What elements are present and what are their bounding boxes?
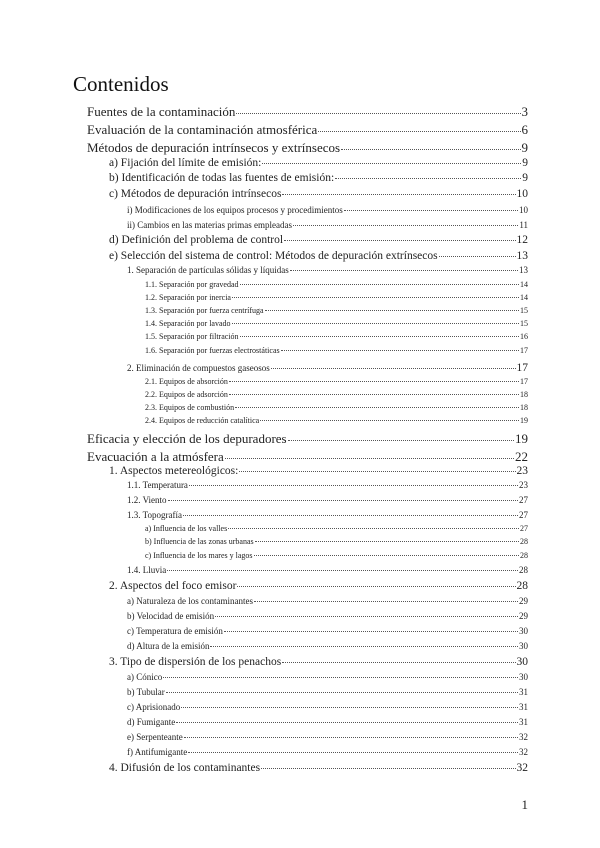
toc-entry-page: 22: [515, 449, 528, 464]
page-title: Contenidos: [73, 72, 169, 96]
toc-entry-title: 1.6. Separación por fuerzas electrostáticas: [145, 346, 280, 355]
toc-entry[interactable]: [109, 172, 528, 184]
dot-leader: [176, 722, 518, 723]
toc-entry[interactable]: [127, 687, 528, 697]
toc-entry-page: 29: [519, 611, 528, 621]
dot-leader: [181, 707, 518, 708]
toc-entry-page: 15: [520, 319, 528, 328]
dot-leader: [224, 631, 518, 632]
dot-leader: [255, 541, 519, 542]
dot-leader: [290, 270, 518, 271]
dot-leader: [225, 458, 514, 459]
toc-entry[interactable]: [145, 537, 528, 546]
toc-entry[interactable]: [145, 416, 528, 425]
toc-entry[interactable]: [109, 250, 528, 262]
dot-leader: [240, 336, 519, 337]
dot-leader: [239, 471, 515, 472]
toc-entry[interactable]: [145, 319, 528, 328]
toc-entry-page: 32: [519, 732, 528, 742]
dot-leader: [229, 381, 519, 382]
toc-entry[interactable]: [127, 510, 528, 520]
toc-entry-page: 29: [519, 596, 528, 606]
dot-leader: [228, 528, 519, 529]
toc-entry-title: 1.3. Separación por fuerza centrífuga: [145, 306, 264, 315]
dot-leader: [232, 297, 519, 298]
toc-entry-title: Métodos de depuración intrínsecos y extrínsecos: [87, 140, 341, 155]
toc-entry-title: 2.3. Equipos de combustión: [145, 403, 235, 412]
dot-leader: [344, 210, 518, 211]
toc-entry-page: 28: [520, 551, 528, 560]
dot-leader: [281, 350, 519, 351]
toc-entry[interactable]: [109, 465, 528, 477]
toc-entry[interactable]: [145, 280, 528, 289]
toc-entry[interactable]: [127, 717, 528, 727]
dot-leader: [232, 323, 519, 324]
toc-entry-title: 1.1. Separación por gravedad: [145, 280, 239, 289]
toc-entry-title: 2.2. Equipos de adsorción: [145, 390, 228, 399]
dot-leader: [188, 752, 518, 753]
toc-entry[interactable]: [145, 306, 528, 315]
dot-leader: [189, 485, 518, 486]
toc-entry[interactable]: [127, 732, 528, 742]
toc-entry[interactable]: [145, 524, 528, 533]
toc-entry-title: 1.4. Separación por lavado: [145, 319, 231, 328]
toc-entry-page: 23: [516, 465, 528, 477]
toc-entry-page: 30: [519, 641, 528, 651]
dot-leader: [163, 677, 518, 678]
toc-entry-page: 10: [519, 205, 528, 215]
toc-entry-title: d) Definición del problema de control: [109, 234, 284, 246]
toc-entry-page: 19: [520, 416, 528, 425]
toc-entry-title: a) Cónico: [127, 672, 163, 682]
toc-entry[interactable]: [109, 656, 528, 668]
dot-leader: [262, 163, 521, 164]
toc-entry[interactable]: [87, 104, 528, 120]
dot-leader: [265, 310, 519, 311]
toc-entry[interactable]: [87, 122, 528, 138]
toc-entry-page: 30: [519, 626, 528, 636]
toc-entry[interactable]: [127, 480, 528, 490]
dot-leader: [235, 407, 519, 408]
toc-entry[interactable]: [127, 611, 528, 621]
toc-entry-title: 1.1. Temperatura: [127, 480, 188, 490]
toc-entry-page: 27: [519, 495, 528, 505]
toc-entry-title: b) Identificación de todas las fuentes de emisión:: [109, 172, 335, 184]
toc-entry-title: c) Influencia de los mares y lagos: [145, 551, 253, 560]
toc-entry-title: f) Antifumigante: [127, 747, 188, 757]
dot-leader: [167, 570, 518, 571]
toc-entry-title: e) Serpenteante: [127, 732, 183, 742]
dot-leader: [439, 256, 516, 257]
toc-entry-title: Evacuación a la atmósfera: [87, 449, 224, 464]
toc-entry[interactable]: [127, 220, 528, 230]
dot-leader: [335, 178, 521, 179]
toc-entry-page: 31: [519, 687, 528, 697]
toc-entry[interactable]: [145, 390, 528, 399]
toc-entry-title: 1.2. Separación por inercia: [145, 293, 231, 302]
dot-leader: [288, 440, 514, 441]
toc-entry[interactable]: [127, 495, 528, 505]
dot-leader: [293, 225, 518, 226]
toc-entry-title: 1. Aspectos metereológicos:: [109, 465, 239, 477]
toc-entry[interactable]: [127, 265, 528, 275]
toc-entry-title: c) Aprisionado: [127, 702, 181, 712]
toc-entry[interactable]: [145, 377, 528, 386]
dot-leader: [254, 555, 519, 556]
toc-entry-title: e) Selección del sistema de control: Métodos de depuración extrínsecos: [109, 250, 438, 262]
toc-entry-page: 17: [520, 377, 528, 386]
toc-entry[interactable]: [145, 403, 528, 412]
dot-leader: [254, 601, 518, 602]
toc-entry-title: Evaluación de la contaminación atmosférica: [87, 122, 318, 137]
toc-entry[interactable]: [109, 188, 528, 200]
dot-leader: [271, 368, 516, 369]
toc-entry[interactable]: [127, 747, 528, 757]
toc-entry[interactable]: [109, 580, 528, 592]
toc-entry-title: i) Modificaciones de los equipos procesos y procedimientos: [127, 205, 343, 215]
toc-entry[interactable]: [109, 157, 528, 169]
toc-entry-title: d) Altura de la emisión: [127, 641, 210, 651]
toc-entry-page: 18: [520, 390, 528, 399]
toc-entry-title: c) Temperatura de emisión: [127, 626, 223, 636]
dot-leader: [284, 240, 515, 241]
toc-entry-title: 2.4. Equipos de reducción catalítica: [145, 416, 260, 425]
toc-entry-title: 4. Difusión de los contaminantes: [109, 762, 261, 774]
dot-leader: [261, 768, 515, 769]
toc-entry-page: 9: [522, 157, 528, 169]
toc-entry-page: 17: [520, 346, 528, 355]
toc-entry-title: 1.4. Lluvia: [127, 565, 167, 575]
toc-entry-title: 2. Aspectos del foco emisor: [109, 580, 237, 592]
toc-entry-page: 18: [520, 403, 528, 412]
toc-entry-title: 2.1. Equipos de absorción: [145, 377, 228, 386]
toc-entry[interactable]: [127, 205, 528, 215]
toc-entry-page: 17: [516, 362, 528, 374]
toc-entry-page: 16: [520, 332, 528, 341]
toc-entry[interactable]: [109, 762, 528, 774]
toc-entry[interactable]: [127, 565, 528, 575]
toc-entry[interactable]: [87, 449, 528, 465]
dot-leader: [168, 500, 518, 501]
dot-leader: [210, 646, 518, 647]
toc-entry-page: 9: [522, 172, 528, 184]
toc-entry[interactable]: [145, 551, 528, 560]
toc-entry-page: 32: [516, 762, 528, 774]
dot-leader: [260, 420, 519, 421]
toc-entry-page: 10: [516, 188, 528, 200]
toc-entry-page: 15: [520, 306, 528, 315]
toc-entry-title: a) Fijación del límite de emisión:: [109, 157, 262, 169]
toc-entry-page: 14: [520, 280, 528, 289]
toc-entry[interactable]: [127, 596, 528, 606]
toc-entry-page: 27: [520, 524, 528, 533]
toc-entry-page: 32: [519, 747, 528, 757]
toc-entry-title: 1.5. Separación por filtración: [145, 332, 239, 341]
toc-entry-page: 28: [520, 537, 528, 546]
toc-entry-page: 11: [519, 220, 528, 230]
dot-leader: [166, 692, 518, 693]
toc-entry[interactable]: [145, 346, 528, 355]
toc-entry-title: d) Fumigante: [127, 717, 176, 727]
dot-leader: [341, 149, 520, 150]
toc-entry-title: ii) Cambios en las materias primas empleadas: [127, 220, 292, 230]
toc-entry-title: 3. Tipo de dispersión de los penachos: [109, 656, 282, 668]
toc-entry-page: 12: [516, 234, 528, 246]
toc-entry[interactable]: [127, 362, 528, 374]
toc-entry[interactable]: [127, 626, 528, 636]
toc-entry-page: 3: [521, 104, 528, 119]
toc-entry-title: c) Métodos de depuración intrínsecos: [109, 188, 282, 200]
toc-entry-page: 23: [519, 480, 528, 490]
dot-leader: [240, 284, 519, 285]
toc-entry[interactable]: [87, 140, 528, 156]
dot-leader: [237, 586, 515, 587]
dot-leader: [236, 113, 520, 114]
toc-entry-title: b) Tubular: [127, 687, 165, 697]
toc-entry-page: 14: [520, 293, 528, 302]
toc-entry-title: a) Influencia de los valles: [145, 524, 228, 533]
toc-entry[interactable]: [109, 234, 528, 246]
toc-entry-page: 13: [516, 250, 528, 262]
toc-entry-page: 28: [516, 580, 528, 592]
dot-leader: [184, 737, 518, 738]
toc-entry-title: Fuentes de la contaminación: [87, 104, 236, 119]
toc-entry-page: 31: [519, 702, 528, 712]
toc-entry-page: 30: [519, 672, 528, 682]
toc-entry-page: 30: [516, 656, 528, 668]
page-number: 1: [521, 797, 528, 812]
dot-leader: [229, 394, 519, 395]
toc-entry-page: 6: [521, 122, 528, 137]
toc-entry[interactable]: [127, 641, 528, 651]
toc-entry-page: 13: [519, 265, 528, 275]
toc-entry[interactable]: [127, 702, 528, 712]
toc-entry[interactable]: [127, 672, 528, 682]
toc-entry-title: b) Velocidad de emisión: [127, 611, 215, 621]
toc-entry-title: a) Naturaleza de los contaminantes: [127, 596, 253, 606]
toc-entry-page: 19: [515, 431, 528, 446]
toc-entry-title: 1.3. Topografía: [127, 510, 182, 520]
toc-entry-title: 1. Separación de partículas sólidas y líquidas: [127, 265, 289, 275]
toc-entry-page: 31: [519, 717, 528, 727]
dot-leader: [282, 662, 515, 663]
toc-entry[interactable]: [145, 293, 528, 302]
toc-entry-page: 28: [519, 565, 528, 575]
toc-entry-title: 2. Eliminación de compuestos gaseosos: [127, 363, 270, 373]
dot-leader: [282, 194, 515, 195]
toc-entry[interactable]: [145, 332, 528, 341]
dot-leader: [215, 616, 518, 617]
dot-leader: [183, 515, 518, 516]
toc-entry-title: 1.2. Viento: [127, 495, 167, 505]
toc-entry[interactable]: [87, 431, 528, 447]
dot-leader: [318, 131, 520, 132]
toc-entry-page: 9: [521, 140, 528, 155]
toc-entry-title: b) Influencia de las zonas urbanas: [145, 537, 254, 546]
toc-entry-page: 27: [519, 510, 528, 520]
toc-entry-title: Eficacia y elección de los depuradores: [87, 431, 287, 446]
